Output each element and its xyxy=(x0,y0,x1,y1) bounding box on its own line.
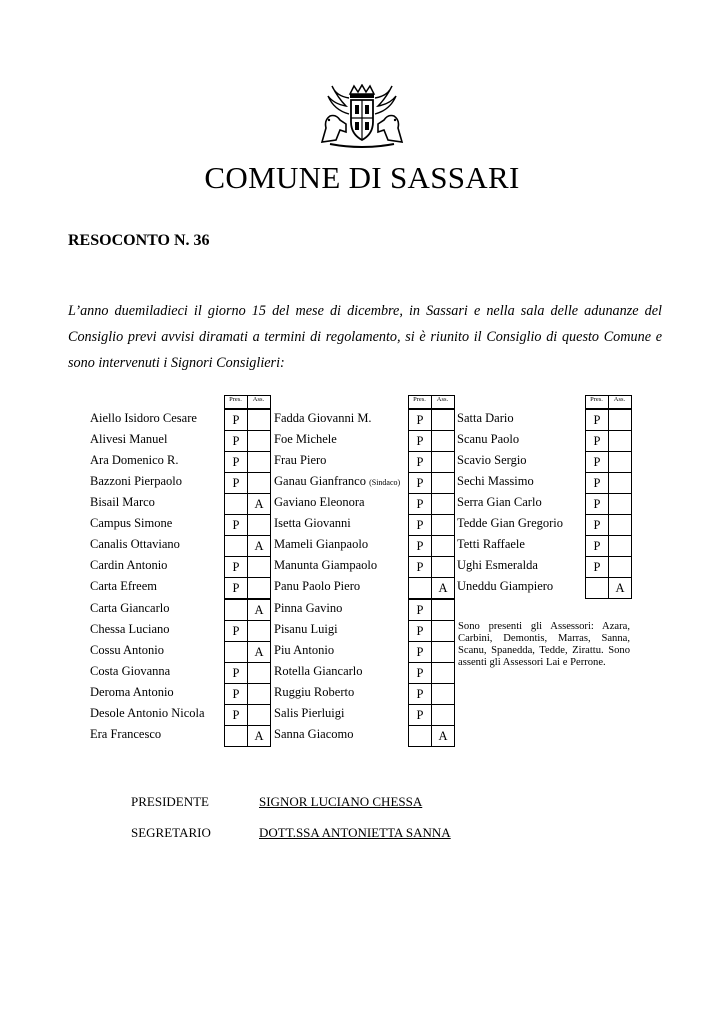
councillor-name-text: Foe Michele xyxy=(274,432,337,446)
councillor-name xyxy=(274,601,342,616)
present-cell xyxy=(585,577,609,599)
councillor-name xyxy=(457,432,519,447)
councillor-name xyxy=(274,516,351,531)
councillor-name xyxy=(274,643,334,658)
councillor-name-text: Satta Dario xyxy=(457,411,514,425)
councillor-name-text: Salis Pierluigi xyxy=(274,706,345,720)
present-cell: P xyxy=(585,514,609,536)
councillor-note: (Sindaco) xyxy=(369,478,401,487)
absent-cell xyxy=(248,514,271,536)
councillor-name xyxy=(90,664,170,679)
councillor-name xyxy=(457,474,534,489)
pres-header: Pres. xyxy=(585,396,609,408)
councillor-name-text: Costa Giovanna xyxy=(90,664,171,678)
councillor-name xyxy=(90,453,179,468)
ass-header: Ass. xyxy=(436,396,449,403)
absent-cell: A xyxy=(432,725,455,747)
councillor-name xyxy=(274,727,354,742)
councillor-name xyxy=(274,495,365,510)
present-cell: P xyxy=(408,451,432,473)
councillor-name-text: Frau Piero xyxy=(274,453,327,467)
present-cell xyxy=(224,599,248,621)
councillor-name-text: Bazzoni Pierpaolo xyxy=(90,474,182,488)
councillor-name xyxy=(90,516,172,531)
absent-cell xyxy=(609,556,632,578)
councillor-name xyxy=(90,411,197,426)
absent-cell xyxy=(609,409,632,431)
ass-header: Ass. xyxy=(613,396,626,403)
councillor-name xyxy=(90,685,174,700)
absent-cell: A xyxy=(248,725,271,747)
present-cell: P xyxy=(224,556,248,578)
present-cell: P xyxy=(408,409,432,431)
councillor-name xyxy=(90,474,182,489)
councillor-name-text: Gaviano Eleonora xyxy=(274,495,365,509)
absent-cell xyxy=(432,451,455,473)
present-cell: P xyxy=(224,620,248,642)
councillor-name xyxy=(274,432,337,447)
councillor-name-text: Scavio Sergio xyxy=(457,453,527,467)
absent-cell xyxy=(432,472,455,494)
present-cell: P xyxy=(408,472,432,494)
present-cell: P xyxy=(408,556,432,578)
president-name: SIGNOR LUCIANO CHESSA xyxy=(259,794,423,809)
councillor-name xyxy=(457,495,542,510)
councillor-name-text: Pisanu Luigi xyxy=(274,622,338,636)
councillor-name-text: Aiello Isidoro Cesare xyxy=(90,411,197,425)
report-number: RESOCONTO N. 36 xyxy=(68,232,210,249)
pres-header: Pres. xyxy=(408,396,432,408)
councillor-name-text: Canalis Ottaviano xyxy=(90,537,180,551)
councillor-name-text: Tedde Gian Gregorio xyxy=(457,516,564,530)
present-cell: P xyxy=(585,556,609,578)
councillor-name-text: Manunta Giampaolo xyxy=(274,558,378,572)
councillor-name-text: Rotella Giancarlo xyxy=(274,664,363,678)
page-title: COMUNE DI SASSARI xyxy=(204,160,520,195)
councillor-name-text: Sanna Giacomo xyxy=(274,727,354,741)
councillor-name-text: Bisail Marco xyxy=(90,495,155,509)
councillor-name-text: Cossu Antonio xyxy=(90,643,164,657)
absent-cell: A xyxy=(609,577,632,599)
absent-cell xyxy=(609,430,632,452)
councillor-name xyxy=(90,432,167,447)
present-cell: P xyxy=(224,409,248,431)
councillor-name xyxy=(90,643,164,658)
absent-cell xyxy=(432,514,455,536)
absent-cell xyxy=(432,430,455,452)
absent-cell xyxy=(609,451,632,473)
present-cell: P xyxy=(408,704,432,726)
councillor-name xyxy=(274,706,345,721)
present-cell: P xyxy=(585,472,609,494)
absent-cell xyxy=(432,620,455,642)
present-cell: P xyxy=(224,704,248,726)
absent-cell xyxy=(432,493,455,515)
councillor-name-text: Era Francesco xyxy=(90,727,162,741)
councillor-name-text: Tetti Raffaele xyxy=(457,537,525,551)
absent-cell: A xyxy=(248,641,271,663)
councillor-name-text: Desole Antonio Nicola xyxy=(90,706,205,720)
present-cell: P xyxy=(408,430,432,452)
councillor-name xyxy=(457,516,563,531)
present-cell xyxy=(224,493,248,515)
councillor-name-text: Carta Giancarlo xyxy=(90,601,170,615)
present-cell: P xyxy=(585,535,609,557)
councillor-name xyxy=(274,453,326,468)
present-cell: P xyxy=(408,599,432,621)
present-cell: P xyxy=(224,514,248,536)
secretary-label: SEGRETARIO xyxy=(131,825,211,840)
absent-cell: A xyxy=(248,599,271,621)
absent-cell xyxy=(432,683,455,705)
councillor-name-text: Ughi Esmeralda xyxy=(457,558,538,572)
councillor-name xyxy=(90,558,167,573)
councillor-name-text: Carta Efreem xyxy=(90,579,157,593)
absent-cell: A xyxy=(248,493,271,515)
councillor-name xyxy=(457,411,514,426)
absent-cell xyxy=(432,641,455,663)
councillor-name xyxy=(274,685,354,700)
councillor-name xyxy=(457,537,525,552)
present-cell: P xyxy=(224,662,248,684)
present-cell: P xyxy=(224,683,248,705)
absent-cell xyxy=(248,662,271,684)
councillor-name xyxy=(90,579,157,594)
absent-cell xyxy=(248,556,271,578)
councillor-name xyxy=(457,579,553,594)
councillor-name xyxy=(90,727,161,742)
column-header xyxy=(224,395,270,409)
president-label: PRESIDENTE xyxy=(131,794,209,809)
absent-cell xyxy=(248,472,271,494)
present-cell xyxy=(224,535,248,557)
absent-cell xyxy=(609,472,632,494)
absent-cell xyxy=(248,704,271,726)
councillor-name xyxy=(457,558,538,573)
councillor-name-text: Fadda Giovanni M. xyxy=(274,411,372,425)
present-cell: P xyxy=(408,514,432,536)
councillor-name xyxy=(274,622,338,637)
councillor-name xyxy=(274,474,400,489)
councillor-name-text: Pinna Gavino xyxy=(274,601,343,615)
councillor-name xyxy=(90,622,170,637)
present-cell xyxy=(224,725,248,747)
ass-header: Ass. xyxy=(252,396,265,403)
assessori-note: Sono presenti gli Assessori: Azara, Carbini, Demontis, Marras, Sanna, Scanu, Spanedda, Tedde, Zirattu. Sono assenti gli Assessori Lai e Perrone. xyxy=(458,621,630,668)
councillor-name-text: Panu Paolo Piero xyxy=(274,579,361,593)
absent-cell xyxy=(432,535,455,557)
councillor-name-text: Sechi Massimo xyxy=(457,474,534,488)
present-cell: P xyxy=(585,409,609,431)
councillor-name-text: Deroma Antonio xyxy=(90,685,174,699)
pres-header: Pres. xyxy=(224,396,248,408)
councillor-name-text: Cardin Antonio xyxy=(90,558,168,572)
councillor-name xyxy=(90,706,205,721)
column-header xyxy=(585,395,631,409)
councillor-name-text: Isetta Giovanni xyxy=(274,516,351,530)
absent-cell: A xyxy=(248,535,271,557)
intro-paragraph: L’anno duemiladieci il giorno 15 del mese di dicembre, in Sassari e nella sala delle adunanze del Consiglio previ avvisi diramati a termini di regolamento, si è riunito il Consiglio di questo Comune e sono intervenuti i Signori Consiglieri: xyxy=(68,303,662,371)
absent-cell xyxy=(248,409,271,431)
present-cell: P xyxy=(585,493,609,515)
absent-cell xyxy=(432,662,455,684)
present-cell: P xyxy=(408,662,432,684)
councillor-name-text: Piu Antonio xyxy=(274,643,335,657)
present-cell: P xyxy=(224,577,248,599)
present-cell: P xyxy=(224,430,248,452)
present-cell: P xyxy=(585,451,609,473)
absent-cell xyxy=(248,430,271,452)
absent-cell xyxy=(609,514,632,536)
present-cell xyxy=(408,725,432,747)
present-cell: P xyxy=(408,683,432,705)
absent-cell xyxy=(609,493,632,515)
absent-cell xyxy=(432,556,455,578)
absent-cell xyxy=(609,535,632,557)
councillor-name xyxy=(90,537,180,552)
councillor-name xyxy=(457,453,527,468)
councillor-name-text: Ara Domenico R. xyxy=(90,453,179,467)
secretary-name: DOTT.SSA ANTONIETTA SANNA xyxy=(259,825,451,840)
present-cell xyxy=(408,577,432,599)
present-cell: P xyxy=(585,430,609,452)
councillor-name-text: Serra Gian Carlo xyxy=(457,495,542,509)
councillor-name-text: Mameli Gianpaolo xyxy=(274,537,369,551)
present-cell: P xyxy=(408,641,432,663)
absent-cell xyxy=(432,409,455,431)
absent-cell xyxy=(432,704,455,726)
present-cell: P xyxy=(408,493,432,515)
councillor-name xyxy=(274,411,372,426)
councillor-name xyxy=(274,558,377,573)
councillor-name-text: Campus Simone xyxy=(90,516,173,530)
absent-cell xyxy=(432,599,455,621)
absent-cell xyxy=(248,683,271,705)
councillor-name-text: Alivesi Manuel xyxy=(90,432,168,446)
absent-cell xyxy=(248,577,271,599)
councillor-name-text: Chessa Luciano xyxy=(90,622,170,636)
councillor-name-text: Uneddu Giampiero xyxy=(457,579,554,593)
absent-cell: A xyxy=(432,577,455,599)
councillor-name xyxy=(274,664,363,679)
absent-cell xyxy=(248,620,271,642)
councillor-name xyxy=(274,579,360,594)
councillor-name-text: Ruggiu Roberto xyxy=(274,685,355,699)
councillor-name xyxy=(90,601,169,616)
present-cell: P xyxy=(224,451,248,473)
councillor-name xyxy=(274,537,368,552)
present-cell: P xyxy=(408,535,432,557)
present-cell: P xyxy=(408,620,432,642)
councillor-name-text: Ganau Gianfranco xyxy=(274,474,366,488)
column-header xyxy=(408,395,454,409)
councillor-name xyxy=(90,495,155,510)
absent-cell xyxy=(248,451,271,473)
present-cell xyxy=(224,641,248,663)
councillor-name-text: Scanu Paolo xyxy=(457,432,520,446)
present-cell: P xyxy=(224,472,248,494)
